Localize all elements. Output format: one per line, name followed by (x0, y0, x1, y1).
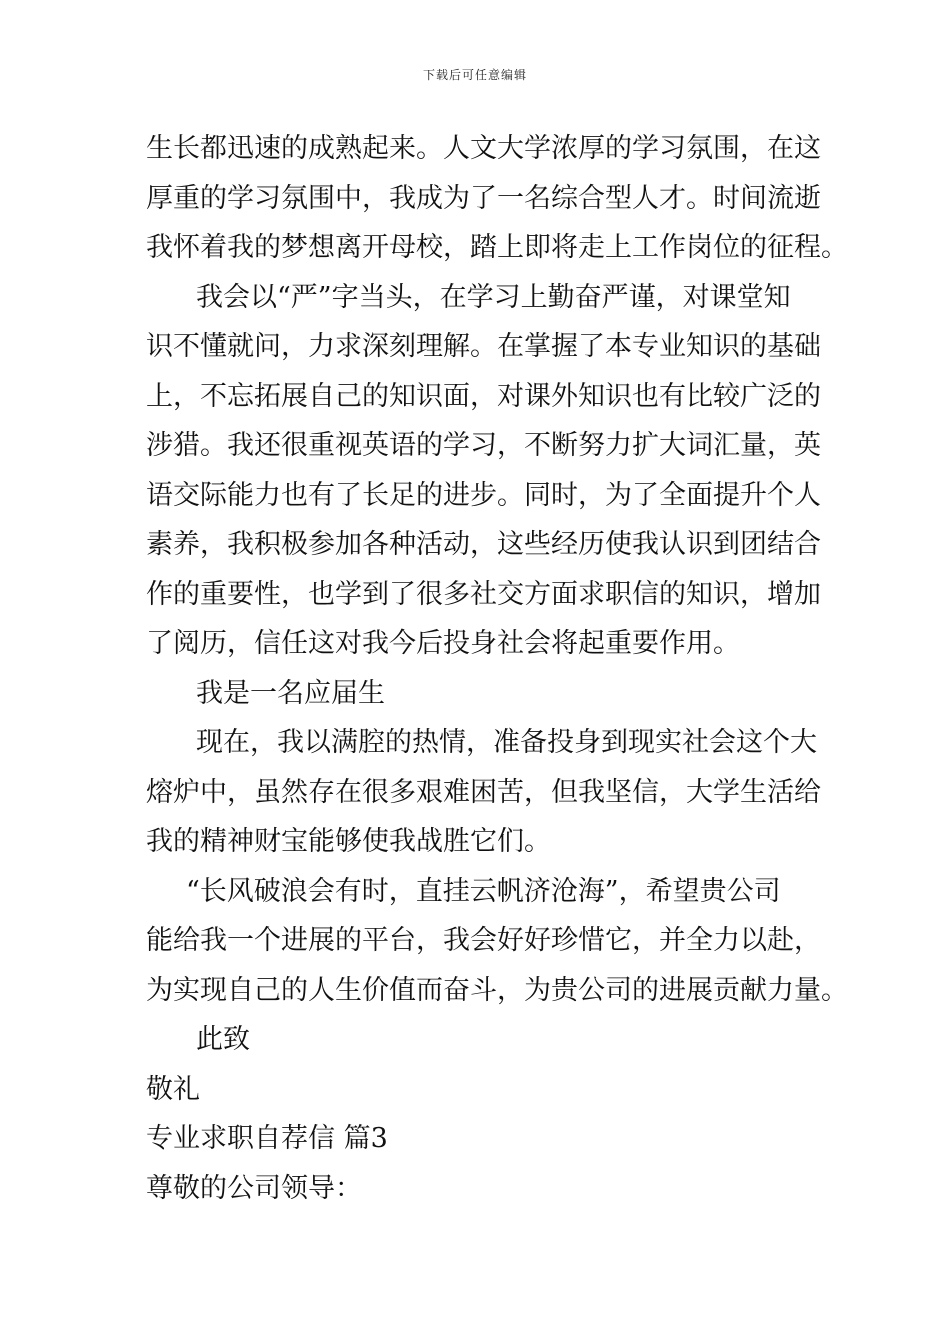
text-line: 涉猎。我还很重视英语的学习，不断努力扩大词汇量，英 (146, 430, 821, 461)
paragraph-start-line: “长风破浪会有时，直挂云帆济沧海”，希望贵公司 (186, 875, 781, 907)
text-line: 厚重的学习氛围中，我成为了一名综合型人才。时间流逝 (146, 182, 821, 214)
text-line: 熔炉中，虽然存在很多艰难困苦，但我坚信，大学生活给 (146, 776, 821, 808)
closing-salutation: 此致 (196, 1024, 250, 1055)
letter-greeting: 尊敬的公司领导： (146, 1172, 362, 1204)
text-line: 识不懂就问，力求深刻理解。在掌握了本专业知识的基础 (146, 331, 821, 362)
text-line: 我的精神财宝能够使我战胜它们。 (146, 826, 551, 857)
text-line: 生长都迅速的成熟起来。人文大学浓厚的学习氛围，在这 (146, 133, 821, 164)
text-line: 上，不忘拓展自己的知识面，对课外知识也有比较广泛的 (146, 380, 821, 412)
section-heading: 专业求职自荐信 篇3 (146, 1123, 388, 1154)
paragraph-start-line: 我会以“严”字当头，在学习上勤奋严谨，对课堂知 (196, 281, 791, 313)
closing-regards: 敬礼 (146, 1073, 200, 1105)
page-header-note: 下载后可任意编辑 (422, 68, 527, 82)
text-line: 了阅历，信任这对我今后投身社会将起重要作用。 (146, 628, 740, 659)
text-line: 我怀着我的梦想离开母校，踏上即将走上工作岗位的征程。 (146, 232, 848, 263)
text-line: 作的重要性，也学到了很多社交方面求职信的知识，增加 (146, 578, 821, 610)
document-body (146, 124, 848, 1213)
text-line: 语交际能力也有了长足的进步。同时，为了全面提升个人 (146, 479, 821, 511)
text-line: 为实现自己的人生价值而奋斗，为贵公司的进展贡献力量。 (146, 974, 848, 1006)
paragraph-start-line: 现在，我以满腔的热情，准备投身到现实社会这个大 (196, 727, 817, 758)
text-line: 能给我一个进展的平台，我会好好珍惜它，并全力以赴， (146, 925, 821, 956)
text-line: 素养，我积极参加各种活动，这些经历使我认识到团结合 (146, 529, 821, 560)
paragraph-start-line: 我是一名应届生 (196, 677, 385, 709)
